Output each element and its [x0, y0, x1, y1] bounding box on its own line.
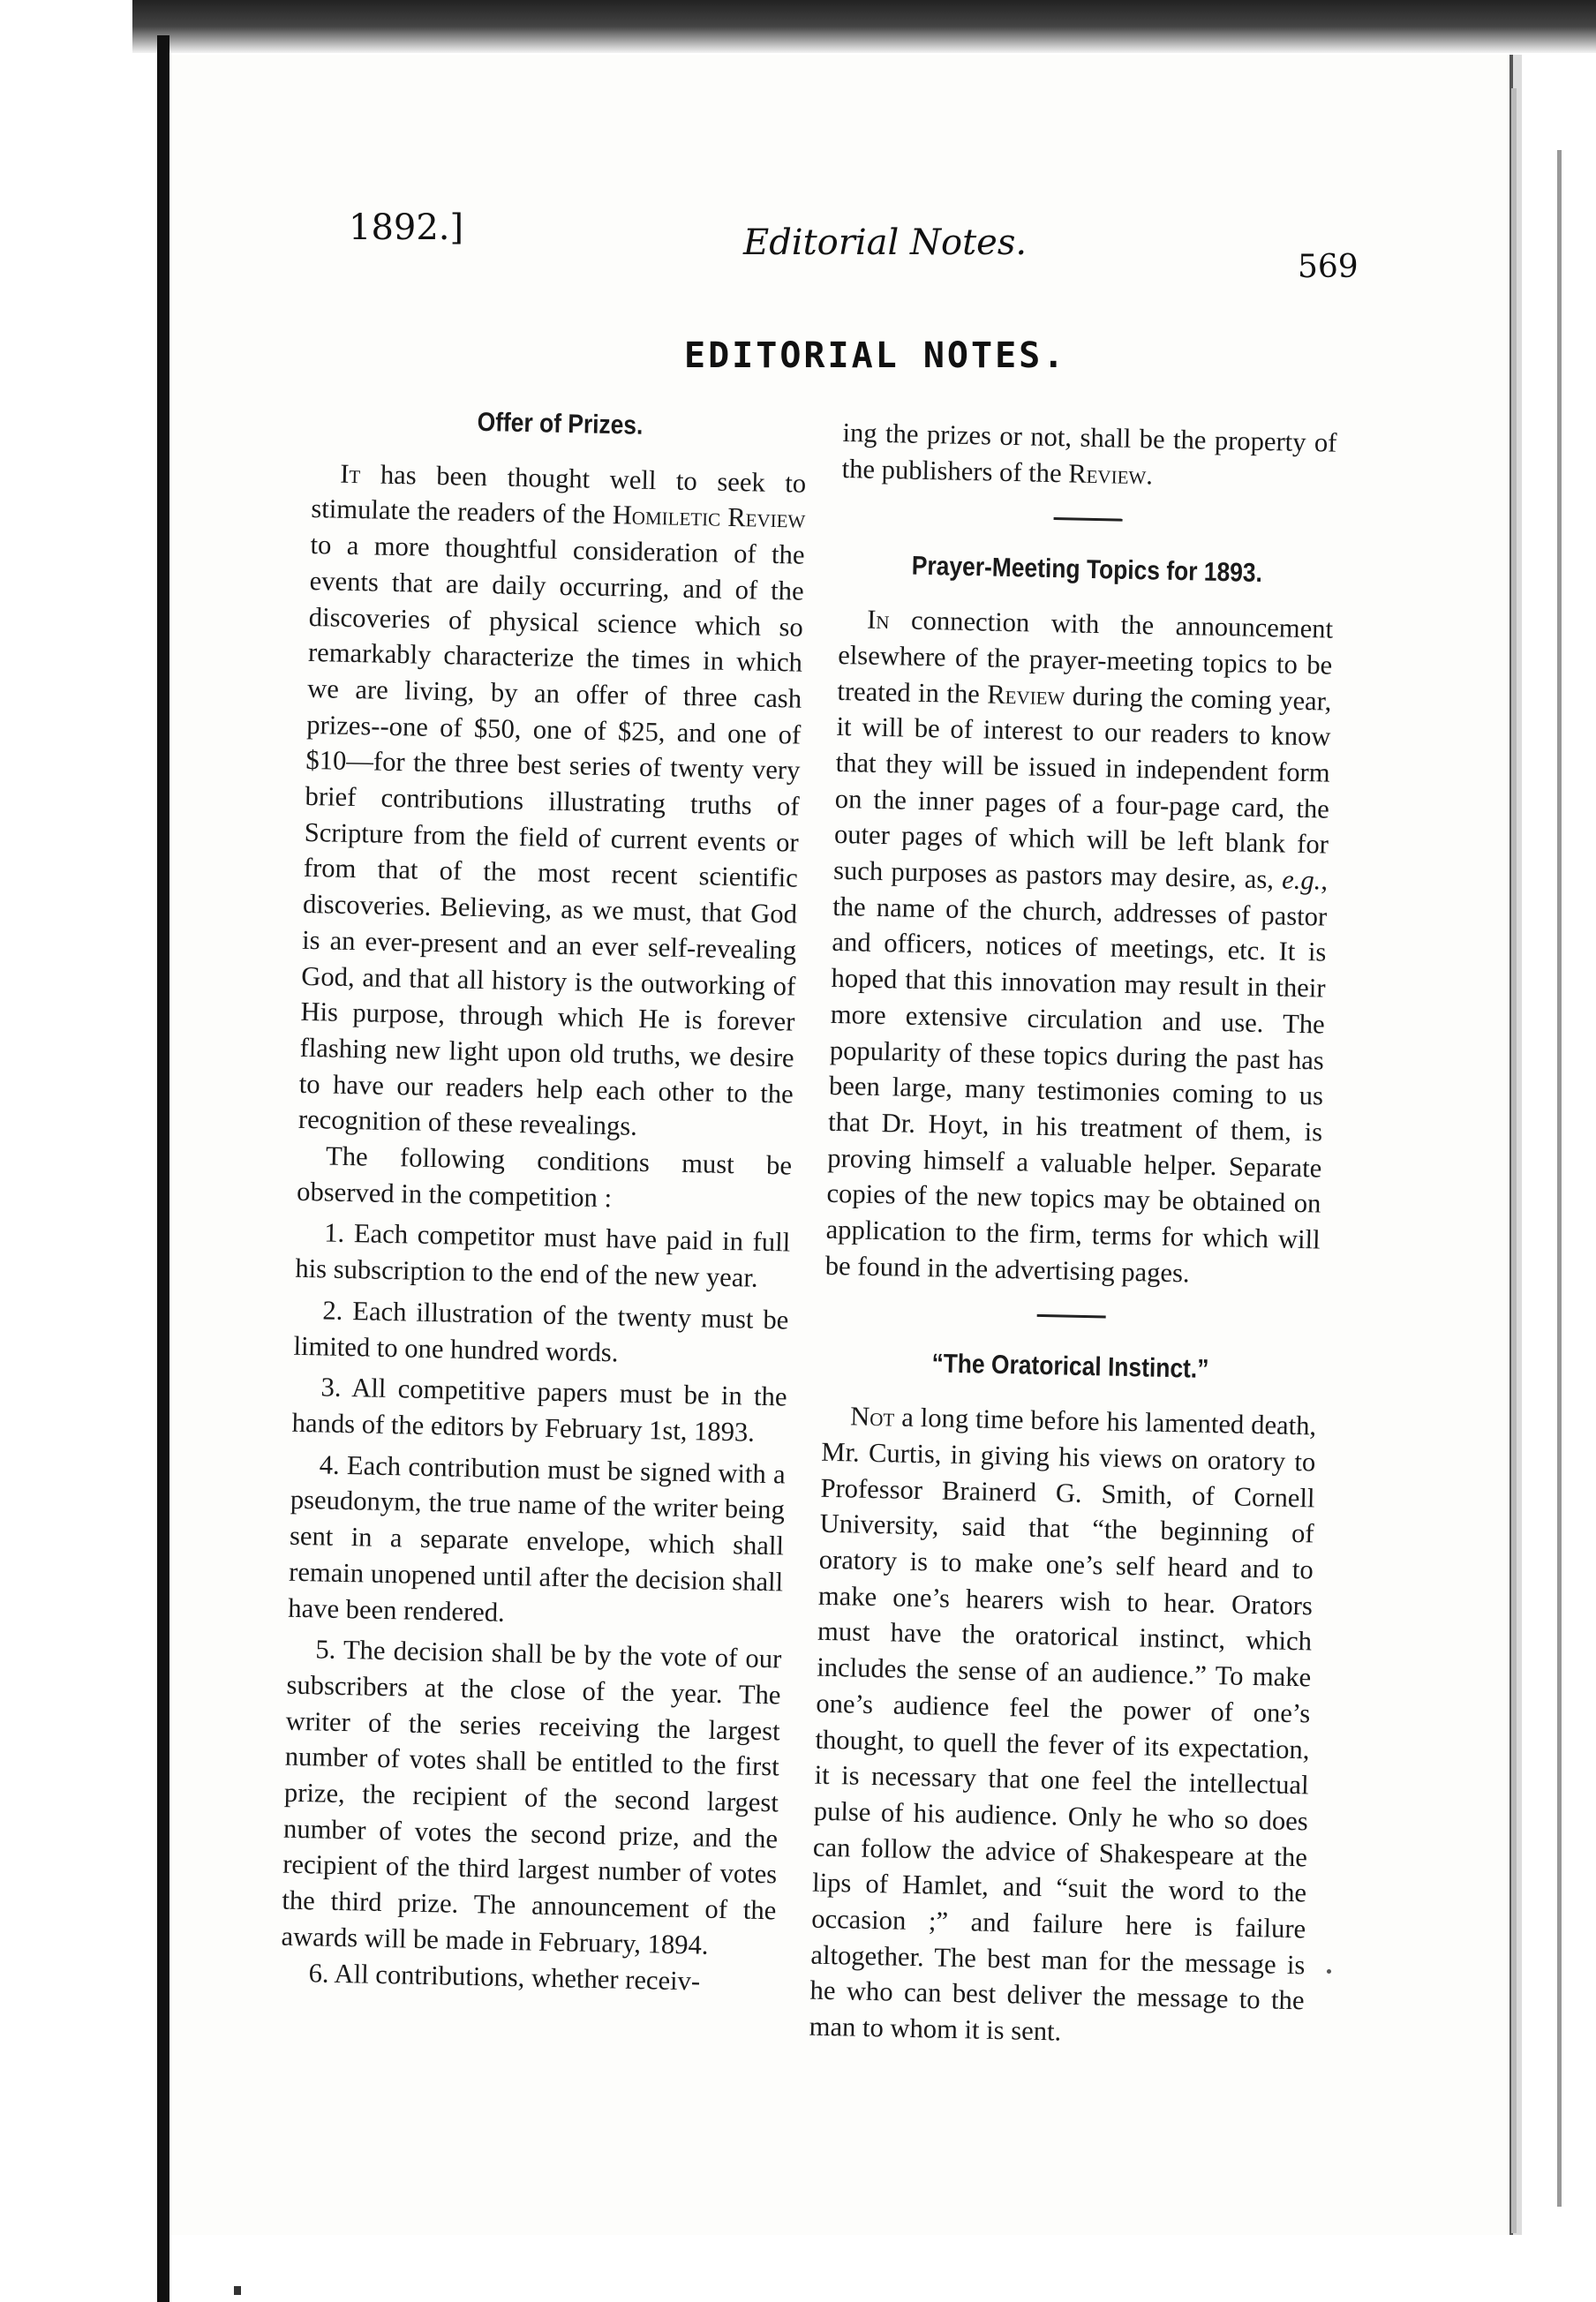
section-divider: [1054, 517, 1123, 522]
text-run: .: [1145, 459, 1154, 491]
dropcap: Not: [849, 1401, 895, 1433]
text-run: has been thought well to seek to stimulate the readers of the: [311, 458, 807, 530]
journal-name: Homiletic Review: [612, 500, 806, 535]
condition-item: 5. The decision shall be by the vote of our subscribers at the close of the year. The writer of the series receiving the largest number of votes shall be entitled to the first prize, the recipient of the second largest number of votes the second prize, and the recipient of the third largest number of votes the third prize. The announcement of the awards will be made in February, 1894.: [281, 1634, 782, 1960]
text-run: , the name of the church, addresses of pastor and officers, notices of meetings, etc. It is hoped that this innovation may result in their more extensive circulation and use. The popularity of these topics during the past has been large, many testimonies coming to us that Dr. Hoyt, in his treatment of them, is proving himself a valuable helper. Separate copies of the new topics may be obtained on application to the firm, terms for which will be found in the advertising pages.: [824, 865, 1329, 1289]
text-run: a long time before his lamented death, Mr. Curtis, in giving his views on oratory to Professor Brainerd G. Smith, of Cornell University, said that “the beginning of oratory is to make one’s self heard and to make one’s hearers wish to hear. Orators must have the oratorical instinct, which includes the sense of an audience.” To make one’s audience feel the power of one’s thought, to quell the fever of its expectation, it is necessary that one feel the intellectual pulse of his audience. Only he who so does can follow the advice of Shakespeare at the lips of Hamlet, and “suit the word to the occasion ;” and failure here is failure altogether. The best man for the message is he who can best deliver the message to the man to whom it is sent.: [809, 1402, 1317, 2047]
paragraph-oratory: [809, 1398, 1316, 2055]
condition-item: 3. All competitive papers must be in the hands of the editors by February 1st, 1893.: [291, 1372, 787, 1448]
right-column: [809, 415, 1337, 2055]
ink-speck: [1327, 1969, 1331, 1974]
journal-name: Review: [1067, 458, 1147, 490]
heading-oratorical-instinct: “The Oratorical Instinct.”: [931, 1349, 1209, 1385]
text-run: ing the prizes or not, shall be the property of the publishers of the: [841, 417, 1337, 489]
page-edge-right-outer: [1557, 150, 1562, 2207]
page-edge-right: [1511, 88, 1517, 2233]
condition-item: 1. Each competitor must have paid in full his subscription to the end of the new year.: [295, 1217, 791, 1293]
text-run: connection with the announcement elsewhere of the prayer-meeting topics to be treated in the: [837, 605, 1334, 710]
dropcap: In: [866, 604, 890, 636]
text-run: during the coming year, it will be of interest to our readers to know that they will be issued in independent form on the inner pages of a four-page card, the outer pages of which will be left blank for such purposes as pastors may desire, as,: [832, 680, 1332, 895]
paragraph-prayer-meeting: [824, 601, 1333, 1294]
condition-item: 4. Each contribution must be signed with a pseudonym, the true name of the writer being sent in a separate envelope, which shall remain unopened until after the decision shall have been rendered.: [288, 1449, 787, 1628]
condition-item: 2. Each illustration of the twenty must be limited to one hundred words.: [293, 1295, 789, 1368]
running-head-title: Editorial Notes.: [743, 222, 1028, 263]
paragraph-conditions-intro: The following conditions must be observed in the competition :: [296, 1140, 793, 1214]
running-head-year: 1892.]: [349, 207, 464, 248]
page-number: 569: [1298, 249, 1359, 285]
left-column: [280, 402, 808, 2001]
heading-prayer-meeting: Prayer-Meeting Topics for 1893.: [911, 552, 1263, 589]
binding-edge: [157, 35, 169, 2302]
scan-mark: [234, 2286, 241, 2295]
scan-edge-top: [132, 0, 1596, 53]
condition-item: 6. All contributions, whether receiv-: [308, 1957, 701, 1997]
section-title: EDITORIAL NOTES.: [684, 335, 1067, 376]
journal-name: Review: [986, 679, 1065, 711]
paragraph-continuation: [841, 415, 1337, 497]
text-run: to a more thoughtful consideration of the events that are daily occurring, and of the discoveries of physical science which so remarkably characterize the times in which we are living, by an offer of three cash prizes--one of $50, one of $25, and one of $10—for the three best series of twenty very brief contributions illustrating truths of Scripture from the field of current events or from that of the most recent scientific discoveries. Believing, as we must, that God is an ever-present and an ever self-revealing God, and that all history is the outworking of His purpose, through which He is forever flashing new light upon old truths, we desire to have our readers help each other to the recognition of these revealings.: [297, 530, 805, 1142]
paragraph-offer-intro: [298, 455, 807, 1148]
heading-offer-of-prizes: Offer of Prizes.: [477, 407, 644, 440]
dropcap: It: [339, 458, 361, 489]
italic-text: e.g.: [1281, 864, 1321, 896]
section-divider: [1037, 1314, 1106, 1319]
